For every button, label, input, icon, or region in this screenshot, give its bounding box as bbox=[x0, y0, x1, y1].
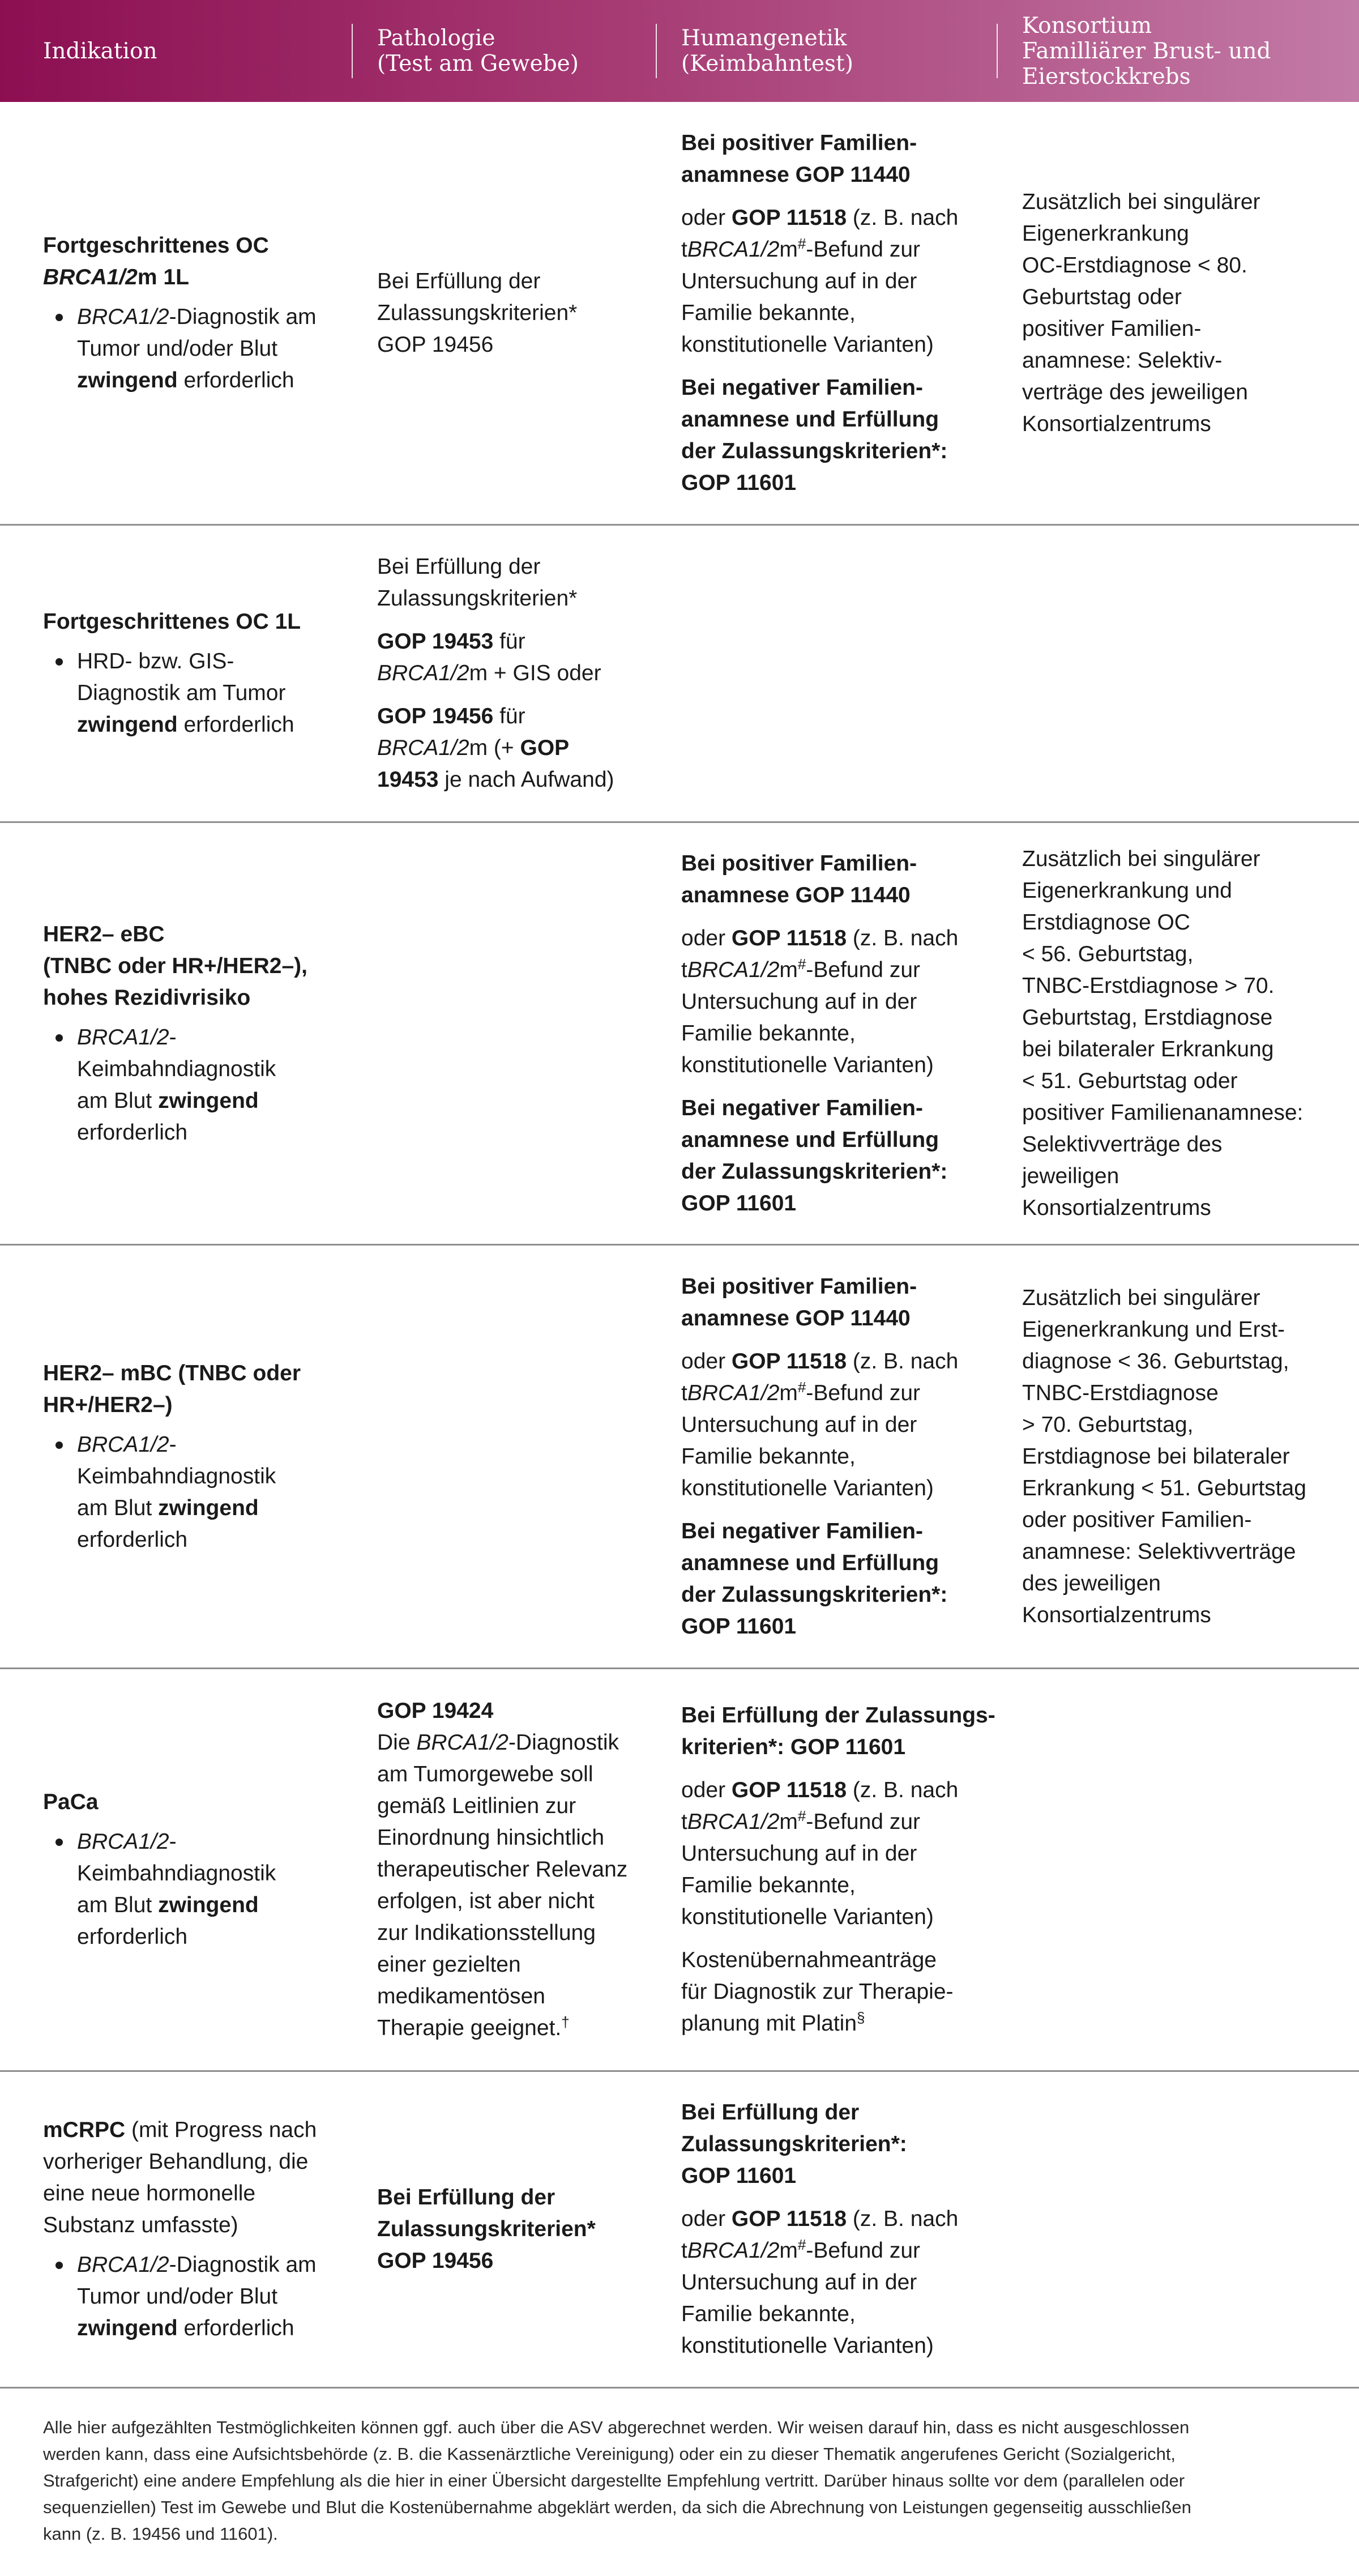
cell-text: erfolgen, ist aber nicht bbox=[377, 1889, 595, 1913]
cell-text: medikamentösen bbox=[377, 1984, 545, 2008]
table-row bbox=[0, 2072, 1359, 2387]
cell-text: t bbox=[681, 1380, 687, 1405]
cell-text: (Test am Gewebe) bbox=[377, 51, 579, 76]
cell-text: eine neue hormonelle bbox=[43, 2181, 256, 2206]
cell-text: bei bilateraler Erkrankung bbox=[1022, 1037, 1274, 1061]
indication-title bbox=[43, 230, 349, 293]
indication-bullet bbox=[43, 301, 349, 396]
cell-text: (z. B. nach bbox=[847, 1778, 959, 1802]
cell-text: anamnese: Selektiv- bbox=[1022, 348, 1223, 373]
cell-text: oder bbox=[681, 1778, 732, 1802]
indication-bullet bbox=[43, 646, 349, 741]
cell-text: Keimbahndiagnostik bbox=[77, 1056, 276, 1081]
cell-text: anamnese GOP 11440 bbox=[681, 162, 911, 187]
cell-text: positiver Familienanamnese: bbox=[1022, 1100, 1304, 1125]
cell-text: BRCA1/2 bbox=[687, 957, 780, 982]
cell-text: Untersuchung auf in der bbox=[681, 2270, 917, 2294]
cell-text: Eigenerkrankung bbox=[1022, 221, 1189, 246]
cell-text: für bbox=[493, 629, 525, 654]
cell-text: Die bbox=[377, 1730, 417, 1755]
cell-text: (mit Progress nach bbox=[125, 2118, 317, 2142]
indication-bullet bbox=[43, 2249, 349, 2344]
cell-text: (z. B. nach bbox=[847, 2207, 959, 2231]
pathology-cell bbox=[377, 102, 672, 524]
indication-bullet bbox=[43, 1429, 349, 1556]
cell-text: HER2– mBC (TNBC oder bbox=[43, 1360, 301, 1385]
table-row bbox=[0, 1669, 1359, 2070]
cell-text: # bbox=[797, 2236, 806, 2253]
cell-text: Untersuchung auf in der bbox=[681, 1412, 917, 1437]
cell-text: Erstdiagnose OC bbox=[1022, 910, 1190, 935]
cell-text: Therapie geeignet. bbox=[377, 2016, 562, 2040]
cell-text: jeweiligen bbox=[1022, 1163, 1119, 1188]
konsortium-cell bbox=[1022, 102, 1339, 524]
humangenetik-cell bbox=[681, 102, 1010, 524]
humangenetik-cell bbox=[681, 1669, 1010, 2070]
cell-text: der Zulassungskriterien*: bbox=[681, 1582, 948, 1607]
cell-text: Bei negativer Familien- bbox=[681, 375, 923, 400]
cell-text: -Befund zur bbox=[806, 237, 920, 262]
cell-text: oder positiver Familien- bbox=[1022, 1507, 1252, 1532]
cell-text: GOP 19456 bbox=[377, 704, 494, 728]
cell-text: Keimbahndiagnostik bbox=[77, 1861, 276, 1886]
cell-text: erforderlich bbox=[177, 2316, 294, 2340]
table-row bbox=[0, 823, 1359, 1244]
cell-text: der Zulassungskriterien*: bbox=[681, 438, 948, 463]
cell-text: m bbox=[779, 1380, 798, 1405]
header-humangenetik bbox=[681, 0, 998, 102]
cell-text: sequenziellen) Test im Gewebe und Blut die Kostenübernahme abgeklärt werden, da sich die Abrechnung von Leistungen gegenseitig ausschließen bbox=[43, 2497, 1191, 2517]
cell-text: für Diagnostik zur Therapie- bbox=[681, 1980, 954, 2004]
cell-text: Familie bekannte, bbox=[681, 300, 856, 325]
cell-text: kriterien*: GOP 11601 bbox=[681, 1735, 906, 1759]
header-pathologie bbox=[377, 0, 672, 102]
indication-title bbox=[43, 606, 349, 638]
cell-text: # bbox=[797, 1807, 806, 1824]
cell-text: Bei negativer Familien- bbox=[681, 1519, 923, 1543]
cell-text: § bbox=[857, 2009, 865, 2026]
cell-text: PaCa bbox=[43, 1790, 99, 1814]
humangenetik-cell bbox=[681, 823, 1010, 1244]
cell-text: Eigenerkrankung und Erst- bbox=[1022, 1317, 1285, 1342]
cell-text: BRCA1/2 bbox=[77, 1025, 169, 1050]
cell-text: (z. B. nach bbox=[847, 205, 959, 230]
cell-text: Diagnostik am Tumor bbox=[77, 681, 286, 705]
cell-text: Keimbahndiagnostik bbox=[77, 1464, 276, 1489]
cell-text: # bbox=[797, 234, 806, 252]
cell-text: Tumor und/oder Blut bbox=[77, 2284, 278, 2309]
cell-text: konstitutionelle Varianten) bbox=[681, 1905, 934, 1929]
cell-text: Bei Erfüllung der Zulassungs- bbox=[681, 1703, 995, 1728]
cell-text: GOP 11601 bbox=[681, 470, 797, 495]
header-konsortium bbox=[1022, 0, 1351, 102]
cell-text: Familie bekannte, bbox=[681, 1021, 856, 1046]
cell-text: anamnese GOP 11440 bbox=[681, 882, 911, 907]
cell-text: am Blut bbox=[77, 1495, 159, 1520]
cell-text: planung mit Platin bbox=[681, 2011, 857, 2036]
cell-text: der Zulassungskriterien*: bbox=[681, 1159, 948, 1184]
cell-text: BRCA1/2 bbox=[687, 1380, 780, 1405]
cell-text: GOP 11518 bbox=[731, 926, 847, 950]
cell-text: BRCA1/2 bbox=[687, 237, 780, 262]
cell-text: - bbox=[169, 1432, 177, 1457]
cell-text: m bbox=[779, 237, 798, 262]
cell-text: m bbox=[779, 2238, 798, 2263]
cell-text: - bbox=[169, 1829, 177, 1854]
cell-text: erforderlich bbox=[177, 368, 294, 393]
cell-text: t bbox=[681, 1810, 687, 1834]
konsortium-cell bbox=[1022, 823, 1339, 1244]
cell-text: am Blut bbox=[77, 1893, 159, 1917]
cell-text: m bbox=[779, 957, 798, 982]
cell-text: Zulassungskriterien* bbox=[377, 300, 578, 325]
cell-text: Konsortialzentrums bbox=[1022, 411, 1211, 436]
cell-text: Bei positiver Familien- bbox=[681, 851, 917, 876]
indication-bullet bbox=[43, 1022, 349, 1149]
cell-text: GOP 11518 bbox=[731, 1778, 847, 1802]
cell-text: - bbox=[169, 1025, 177, 1050]
cell-text: t bbox=[681, 237, 687, 262]
cell-text: anamnese und Erfüllung bbox=[681, 407, 939, 432]
cell-text: positiver Familien- bbox=[1022, 316, 1202, 341]
cell-text: Bei Erfüllung der bbox=[377, 268, 541, 293]
cell-text: Einordnung hinsichtlich bbox=[377, 1826, 605, 1850]
table-row bbox=[0, 1246, 1359, 1667]
konsortium-cell bbox=[1022, 1246, 1339, 1667]
cell-text: m 1L bbox=[137, 265, 189, 289]
pathology-cell bbox=[377, 1669, 672, 2070]
cell-text: GOP 11601 bbox=[681, 1191, 797, 1216]
cell-text: GOP 11518 bbox=[731, 205, 847, 230]
cell-text: Untersuchung auf in der bbox=[681, 268, 917, 293]
cell-text: GOP bbox=[520, 736, 570, 760]
indication-title bbox=[43, 2114, 349, 2241]
cell-text: Zulassungskriterien*: bbox=[681, 2132, 907, 2156]
cell-text: verträge des jeweiligen bbox=[1022, 379, 1248, 404]
indication-cell bbox=[43, 823, 349, 1244]
cell-text: BRCA1/2 bbox=[43, 265, 138, 289]
cell-text: oder bbox=[681, 205, 732, 230]
cell-text: zwingend bbox=[158, 1088, 259, 1113]
cell-text: Konsortialzentrums bbox=[1022, 1602, 1211, 1627]
cell-text: diagnose < 36. Geburtstag, bbox=[1022, 1349, 1289, 1374]
indication-cell bbox=[43, 1669, 349, 2070]
cell-text: Humangenetik bbox=[681, 25, 847, 51]
cell-text: Konsortium bbox=[1022, 12, 1152, 39]
cell-text: konstitutionelle Varianten) bbox=[681, 1475, 934, 1500]
cell-text: konstitutionelle Varianten) bbox=[681, 332, 934, 357]
cell-text: 19453 bbox=[377, 767, 439, 792]
cell-text: Eierstockkrebs bbox=[1022, 63, 1191, 89]
cell-text: GOP 11601 bbox=[681, 2164, 797, 2188]
cell-text: -Befund zur bbox=[806, 1810, 920, 1834]
pathology-cell bbox=[377, 2072, 672, 2387]
indication-cell bbox=[43, 526, 349, 821]
cell-text: BRCA1/2 bbox=[77, 1432, 169, 1457]
cell-text: Indikation bbox=[43, 38, 157, 64]
cell-text: Konsortialzentrums bbox=[1022, 1195, 1211, 1220]
cell-text: (z. B. nach bbox=[847, 1349, 959, 1374]
cell-text: HR+/HER2–) bbox=[43, 1392, 173, 1417]
cell-text: -Diagnostik am bbox=[169, 304, 317, 329]
cell-text: Geburtstag oder bbox=[1022, 284, 1182, 309]
cell-text: GOP 19424 bbox=[377, 1699, 494, 1723]
cell-text: zwingend bbox=[77, 2316, 178, 2340]
table-row bbox=[0, 526, 1359, 821]
cell-text: des jeweiligen bbox=[1022, 1571, 1161, 1596]
cell-text: GOP 11518 bbox=[731, 2207, 847, 2231]
cell-text: Bei Erfüllung der bbox=[681, 2100, 860, 2125]
header-separator bbox=[656, 24, 657, 78]
cell-text: # bbox=[797, 1378, 806, 1396]
cell-text: -Befund zur bbox=[806, 1380, 920, 1405]
cell-text: TNBC-Erstdiagnose > 70. bbox=[1022, 973, 1275, 998]
indication-title bbox=[43, 1358, 349, 1421]
cell-text: Substanz umfasste) bbox=[43, 2213, 238, 2237]
cell-text: vorheriger Behandlung, die bbox=[43, 2149, 309, 2174]
cell-text: Fortgeschrittenes OC 1L bbox=[43, 609, 301, 634]
cell-text: zur Indikationsstellung bbox=[377, 1921, 596, 1945]
cell-text: GOP 11518 bbox=[731, 1349, 847, 1374]
cell-text: für bbox=[493, 704, 525, 728]
cell-text: einer gezielten bbox=[377, 1952, 521, 1977]
cell-text: GOP 19453 bbox=[377, 629, 494, 654]
cell-text: -Befund zur bbox=[806, 957, 920, 982]
cell-text: anamnese: Selektivverträge bbox=[1022, 1539, 1296, 1564]
indication-cell bbox=[43, 1246, 349, 1667]
cell-text: Geburtstag, Erstdiagnose bbox=[1022, 1005, 1273, 1030]
cell-text: Selektivverträge des bbox=[1022, 1132, 1223, 1157]
cell-text: konstitutionelle Varianten) bbox=[681, 2334, 934, 2358]
cell-text: Kostenübernahmeanträge bbox=[681, 1948, 937, 1972]
indication-title bbox=[43, 1786, 349, 1818]
cell-text: HER2– eBC bbox=[43, 922, 165, 946]
cell-text: # bbox=[797, 955, 806, 973]
cell-text: am Tumorgewebe soll bbox=[377, 1762, 593, 1786]
indication-cell bbox=[43, 2072, 349, 2387]
footer-disclaimer bbox=[43, 2414, 1323, 2547]
cell-text: Familliärer Brust- und bbox=[1022, 38, 1271, 64]
cell-text: Bei Erfüllung der bbox=[377, 555, 541, 579]
cell-text: erforderlich bbox=[177, 713, 294, 737]
header-indikation bbox=[43, 0, 349, 102]
cell-text: BRCA1/2 bbox=[687, 2238, 780, 2263]
cell-text: anamnese und Erfüllung bbox=[681, 1127, 939, 1152]
cell-text: Fortgeschrittenes OC bbox=[43, 233, 269, 258]
cell-text: GOP 19456 bbox=[377, 332, 494, 357]
cell-text: -Befund zur bbox=[806, 2238, 920, 2263]
cell-text: kann (z. B. 19456 und 11601). bbox=[43, 2524, 278, 2544]
cell-text: Untersuchung auf in der bbox=[681, 1841, 917, 1866]
cell-text: HRD- bzw. GIS- bbox=[77, 649, 234, 673]
cell-text: anamnese und Erfüllung bbox=[681, 1550, 939, 1575]
cell-text: Familie bekannte, bbox=[681, 1873, 856, 1897]
cell-text: Bei positiver Familien- bbox=[681, 1274, 917, 1299]
cell-text: mCRPC bbox=[43, 2118, 126, 2142]
cell-text: GOP 11601 bbox=[681, 1614, 797, 1639]
cell-text: BRCA1/2 bbox=[377, 736, 469, 760]
cell-text: OC-Erstdiagnose < 80. bbox=[1022, 253, 1247, 278]
pathology-cell bbox=[377, 526, 672, 821]
cell-text: anamnese GOP 11440 bbox=[681, 1306, 911, 1330]
cell-text: (z. B. nach bbox=[847, 926, 959, 950]
table-row bbox=[0, 102, 1359, 524]
cell-text: † bbox=[561, 2014, 570, 2031]
indication-title bbox=[43, 919, 349, 1014]
cell-text: BRCA1/2 bbox=[687, 1810, 780, 1834]
cell-text: erforderlich bbox=[77, 1527, 188, 1552]
cell-text: Pathologie bbox=[377, 25, 495, 51]
cell-text: m (+ bbox=[469, 736, 520, 760]
cell-text: (Keimbahntest) bbox=[681, 51, 853, 76]
cell-text: Bei positiver Familien- bbox=[681, 130, 917, 155]
cell-text: zwingend bbox=[158, 1495, 259, 1520]
indication-cell bbox=[43, 102, 349, 524]
row-divider bbox=[0, 2387, 1359, 2389]
cell-text: m bbox=[779, 1810, 798, 1834]
cell-text: m + GIS oder bbox=[469, 661, 601, 685]
cell-text: Zusätzlich bei singulärer bbox=[1022, 189, 1260, 214]
cell-text: Zulassungskriterien* bbox=[377, 2217, 596, 2241]
cell-text: gemäß Leitlinien zur bbox=[377, 1794, 576, 1818]
cell-text: Alle hier aufgezählten Testmöglichkeiten können ggf. auch über die ASV abgerechnet werden. Wir weisen darauf hin, dass es nicht ausgeschlossen bbox=[43, 2417, 1190, 2437]
header-separator bbox=[997, 24, 998, 78]
cell-text: < 51. Geburtstag oder bbox=[1022, 1068, 1238, 1093]
cell-text: Zusätzlich bei singulärer bbox=[1022, 1285, 1260, 1310]
cell-text: Familie bekannte, bbox=[681, 1444, 856, 1469]
cell-text: werden kann, dass eine Aufsichtsbehörde (z. B. die Kassenärztliche Vereinigung) oder ein zu dieser Thematik angerufenes Gericht (Sozialgericht, bbox=[43, 2444, 1176, 2464]
cell-text: Familie bekannte, bbox=[681, 2302, 856, 2326]
cell-text: Strafgericht) eine andere Empfehlung als die hier in einer Übersicht dargestellte Empfehlung vertritt. Darüber hinaus sollte vor dem (parallelen oder bbox=[43, 2471, 1185, 2490]
cell-text: < 56. Geburtstag, bbox=[1022, 941, 1194, 966]
cell-text: TNBC-Erstdiagnose bbox=[1022, 1380, 1219, 1405]
cell-text: Tumor und/oder Blut bbox=[77, 336, 278, 361]
humangenetik-cell bbox=[681, 2072, 1010, 2387]
indication-bullet bbox=[43, 1826, 349, 1953]
cell-text: BRCA1/2 bbox=[377, 661, 469, 685]
humangenetik-cell bbox=[681, 1246, 1010, 1667]
cell-text: > 70. Geburtstag, bbox=[1022, 1412, 1194, 1437]
cell-text: -Diagnostik bbox=[508, 1730, 619, 1755]
cell-text: Erstdiagnose bei bilateraler bbox=[1022, 1444, 1290, 1469]
cell-text: oder bbox=[681, 2207, 732, 2231]
cell-text: Bei Erfüllung der bbox=[377, 2185, 555, 2210]
cell-text: zwingend bbox=[158, 1893, 259, 1917]
cell-text: oder bbox=[681, 926, 732, 950]
cell-text: t bbox=[681, 2238, 687, 2263]
cell-text: Zusätzlich bei singulärer bbox=[1022, 846, 1260, 871]
cell-text: Eigenerkrankung und bbox=[1022, 878, 1232, 903]
cell-text: BRCA1/2 bbox=[77, 1829, 169, 1854]
cell-text: -Diagnostik am bbox=[169, 2253, 317, 2277]
cell-text: Zulassungskriterien* bbox=[377, 586, 578, 611]
cell-text: BRCA1/2 bbox=[416, 1730, 508, 1755]
table-header bbox=[0, 0, 1359, 102]
cell-text: konstitutionelle Varianten) bbox=[681, 1052, 934, 1077]
cell-text: erforderlich bbox=[77, 1925, 188, 1949]
cell-text: BRCA1/2 bbox=[77, 304, 169, 329]
cell-text: erforderlich bbox=[77, 1120, 188, 1145]
cell-text: Untersuchung auf in der bbox=[681, 989, 917, 1014]
cell-text: hohes Rezidivrisiko bbox=[43, 985, 251, 1010]
cell-text: am Blut bbox=[77, 1088, 159, 1113]
header-separator bbox=[352, 24, 353, 78]
cell-text: Erkrankung < 51. Geburtstag bbox=[1022, 1475, 1306, 1500]
cell-text: (TNBC oder HR+/HER2–), bbox=[43, 953, 307, 978]
cell-text: GOP 19456 bbox=[377, 2249, 494, 2273]
cell-text: t bbox=[681, 957, 687, 982]
cell-text: zwingend bbox=[77, 368, 178, 393]
cell-text: therapeutischer Relevanz bbox=[377, 1857, 628, 1882]
cell-text: BRCA1/2 bbox=[77, 2253, 169, 2277]
cell-text: oder bbox=[681, 1349, 732, 1374]
cell-text: Bei negativer Familien- bbox=[681, 1095, 923, 1120]
cell-text: je nach Aufwand) bbox=[438, 767, 614, 792]
cell-text: zwingend bbox=[77, 713, 178, 737]
